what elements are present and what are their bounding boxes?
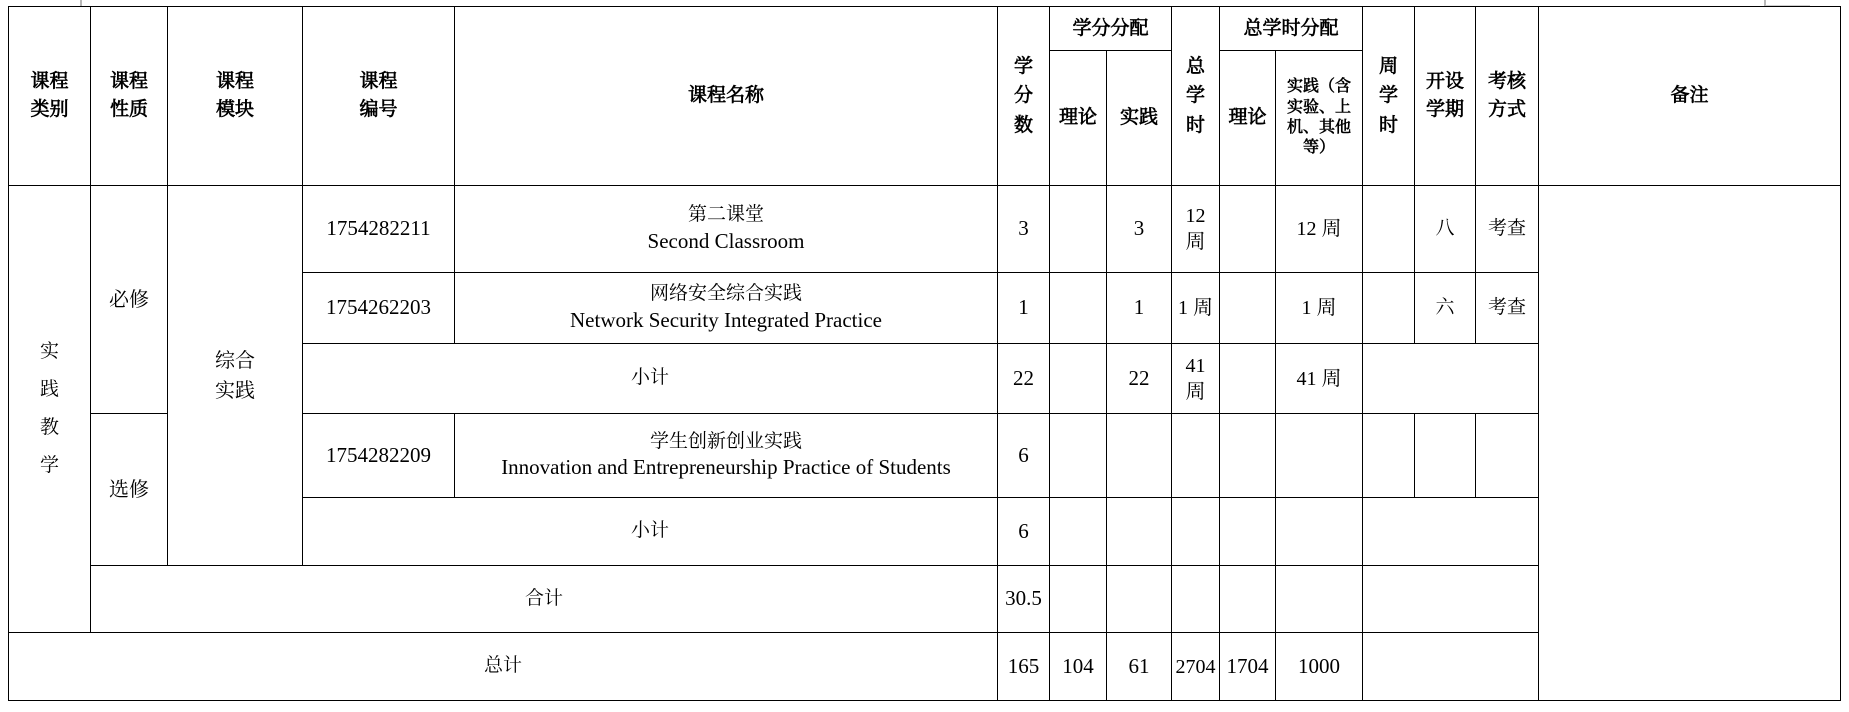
course-name-en: Innovation and Entrepreneurship Practice of Students <box>501 455 951 480</box>
course-name-cell <box>455 414 998 498</box>
credits-cell: 22 <box>998 344 1050 414</box>
header-semester-label: 开设学期 <box>1426 70 1465 120</box>
header-course-code <box>303 7 455 186</box>
header-credit-theory: 理论 <box>1050 51 1107 186</box>
credits-cell: 30.5 <box>998 566 1050 633</box>
assessment-cell <box>1476 414 1539 498</box>
hours-theory-cell <box>1220 344 1276 414</box>
total-hours-cell <box>1172 566 1220 633</box>
nature-elective-cell: 选修 <box>91 414 168 566</box>
header-course-module-label: 课程模块 <box>215 70 254 120</box>
credit-theory-cell <box>1050 273 1107 344</box>
header-weekly-hours-label: 周学时 <box>1379 55 1399 136</box>
weekly-hours-cell <box>1363 273 1415 344</box>
merged-empty-cell <box>1363 566 1539 633</box>
header-assessment <box>1476 7 1539 186</box>
credit-practice-cell: 22 <box>1107 344 1172 414</box>
course-name-en: Network Security Integrated Practice <box>570 307 882 332</box>
total-hours-cell: 2704 <box>1172 633 1220 701</box>
hours-practice-cell: 1000 <box>1276 633 1363 701</box>
merged-empty-cell <box>1363 633 1539 701</box>
credit-practice-cell: 3 <box>1107 186 1172 273</box>
hours-practice-cell <box>1276 566 1363 633</box>
header-assessment-label: 考核方式 <box>1488 70 1527 120</box>
credit-practice-cell <box>1107 414 1172 498</box>
total-hours-cell <box>1172 414 1220 498</box>
hours-theory-cell: 1704 <box>1220 633 1276 701</box>
weekly-hours-cell <box>1363 414 1415 498</box>
merged-empty-cell <box>1363 344 1539 414</box>
grand-total-label-cell: 总计 <box>9 633 998 701</box>
header-course-name: 课程名称 <box>455 7 998 186</box>
total-hours-cell <box>1172 498 1220 566</box>
header-hours-distribution: 总学时分配 <box>1220 7 1363 51</box>
category-label: 实践教学 <box>39 341 59 476</box>
semester-cell: 八 <box>1415 186 1476 273</box>
curriculum-table <box>8 6 1841 701</box>
header-row-top <box>9 7 1841 51</box>
semester-cell <box>1415 414 1476 498</box>
header-course-code-label: 课程编号 <box>359 70 398 120</box>
credits-cell: 165 <box>998 633 1050 701</box>
semester-cell: 六 <box>1415 273 1476 344</box>
hours-theory-cell <box>1220 498 1276 566</box>
merged-empty-cell <box>1363 498 1539 566</box>
total-hours-cell: 1 周 <box>1172 273 1220 344</box>
total-label-cell: 合计 <box>91 566 998 633</box>
header-total-hours <box>1172 7 1220 186</box>
hours-theory-cell <box>1220 186 1276 273</box>
subtotal-label-cell: 小计 <box>303 498 998 566</box>
course-name-cell <box>455 273 998 344</box>
credits-cell: 6 <box>998 414 1050 498</box>
hours-practice-cell: 1 周 <box>1276 273 1363 344</box>
header-total-hours-label: 总学时 <box>1186 55 1206 136</box>
credit-practice-cell: 61 <box>1107 633 1172 701</box>
credits-cell: 3 <box>998 186 1050 273</box>
course-name-en: Second Classroom <box>647 228 805 253</box>
credits-cell: 1 <box>998 273 1050 344</box>
credit-practice-cell: 1 <box>1107 273 1172 344</box>
header-credits <box>998 7 1050 186</box>
credit-theory-cell <box>1050 498 1107 566</box>
header-course-category-label: 课程类别 <box>30 70 69 120</box>
category-cell <box>9 186 91 633</box>
hours-theory-cell <box>1220 414 1276 498</box>
header-course-nature <box>91 7 168 186</box>
header-course-category <box>9 7 91 186</box>
module-cell <box>168 186 303 566</box>
credit-theory-cell <box>1050 186 1107 273</box>
credit-theory-cell <box>1050 344 1107 414</box>
header-hours-theory: 理论 <box>1220 51 1276 186</box>
credit-theory-cell <box>1050 414 1107 498</box>
course-name-cell <box>455 186 998 273</box>
hours-practice-cell: 41 周 <box>1276 344 1363 414</box>
header-credit-practice: 实践 <box>1107 51 1172 186</box>
course-row-second-classroom <box>9 186 1841 273</box>
hours-practice-cell <box>1276 498 1363 566</box>
nature-required-cell: 必修 <box>91 186 168 414</box>
course-code-cell: 1754282211 <box>303 186 455 273</box>
module-label: 综合实践 <box>215 349 255 402</box>
header-semester <box>1415 7 1476 186</box>
hours-practice-cell <box>1276 414 1363 498</box>
subtotal-label-cell: 小计 <box>303 344 998 414</box>
header-credit-distribution: 学分分配 <box>1050 7 1172 51</box>
credit-practice-cell <box>1107 498 1172 566</box>
header-course-module <box>168 7 303 186</box>
hours-practice-cell: 12 周 <box>1276 186 1363 273</box>
credit-theory-cell: 104 <box>1050 633 1107 701</box>
header-remarks: 备注 <box>1539 7 1841 186</box>
header-hours-practice: 实践（含实验、上机、其他等） <box>1276 51 1363 186</box>
credit-theory-cell <box>1050 566 1107 633</box>
header-course-nature-label: 课程性质 <box>109 70 148 120</box>
total-hours-cell: 12 周 <box>1172 186 1220 273</box>
header-weekly-hours <box>1363 7 1415 186</box>
remarks-cell <box>1539 186 1841 701</box>
hours-theory-cell <box>1220 273 1276 344</box>
course-name-zh: 学生创新创业实践 <box>649 430 802 452</box>
credit-practice-cell <box>1107 566 1172 633</box>
credits-cell: 6 <box>998 498 1050 566</box>
hours-theory-cell <box>1220 566 1276 633</box>
header-credits-label: 学分数 <box>1013 55 1033 136</box>
assessment-cell: 考查 <box>1476 186 1539 273</box>
course-code-cell: 1754282209 <box>303 414 455 498</box>
course-name-zh: 第二课堂 <box>687 204 764 225</box>
assessment-cell: 考查 <box>1476 273 1539 344</box>
total-hours-cell: 41 周 <box>1172 344 1220 414</box>
weekly-hours-cell <box>1363 186 1415 273</box>
course-name-zh: 网络安全综合实践 <box>649 283 802 304</box>
course-code-cell: 1754262203 <box>303 273 455 344</box>
